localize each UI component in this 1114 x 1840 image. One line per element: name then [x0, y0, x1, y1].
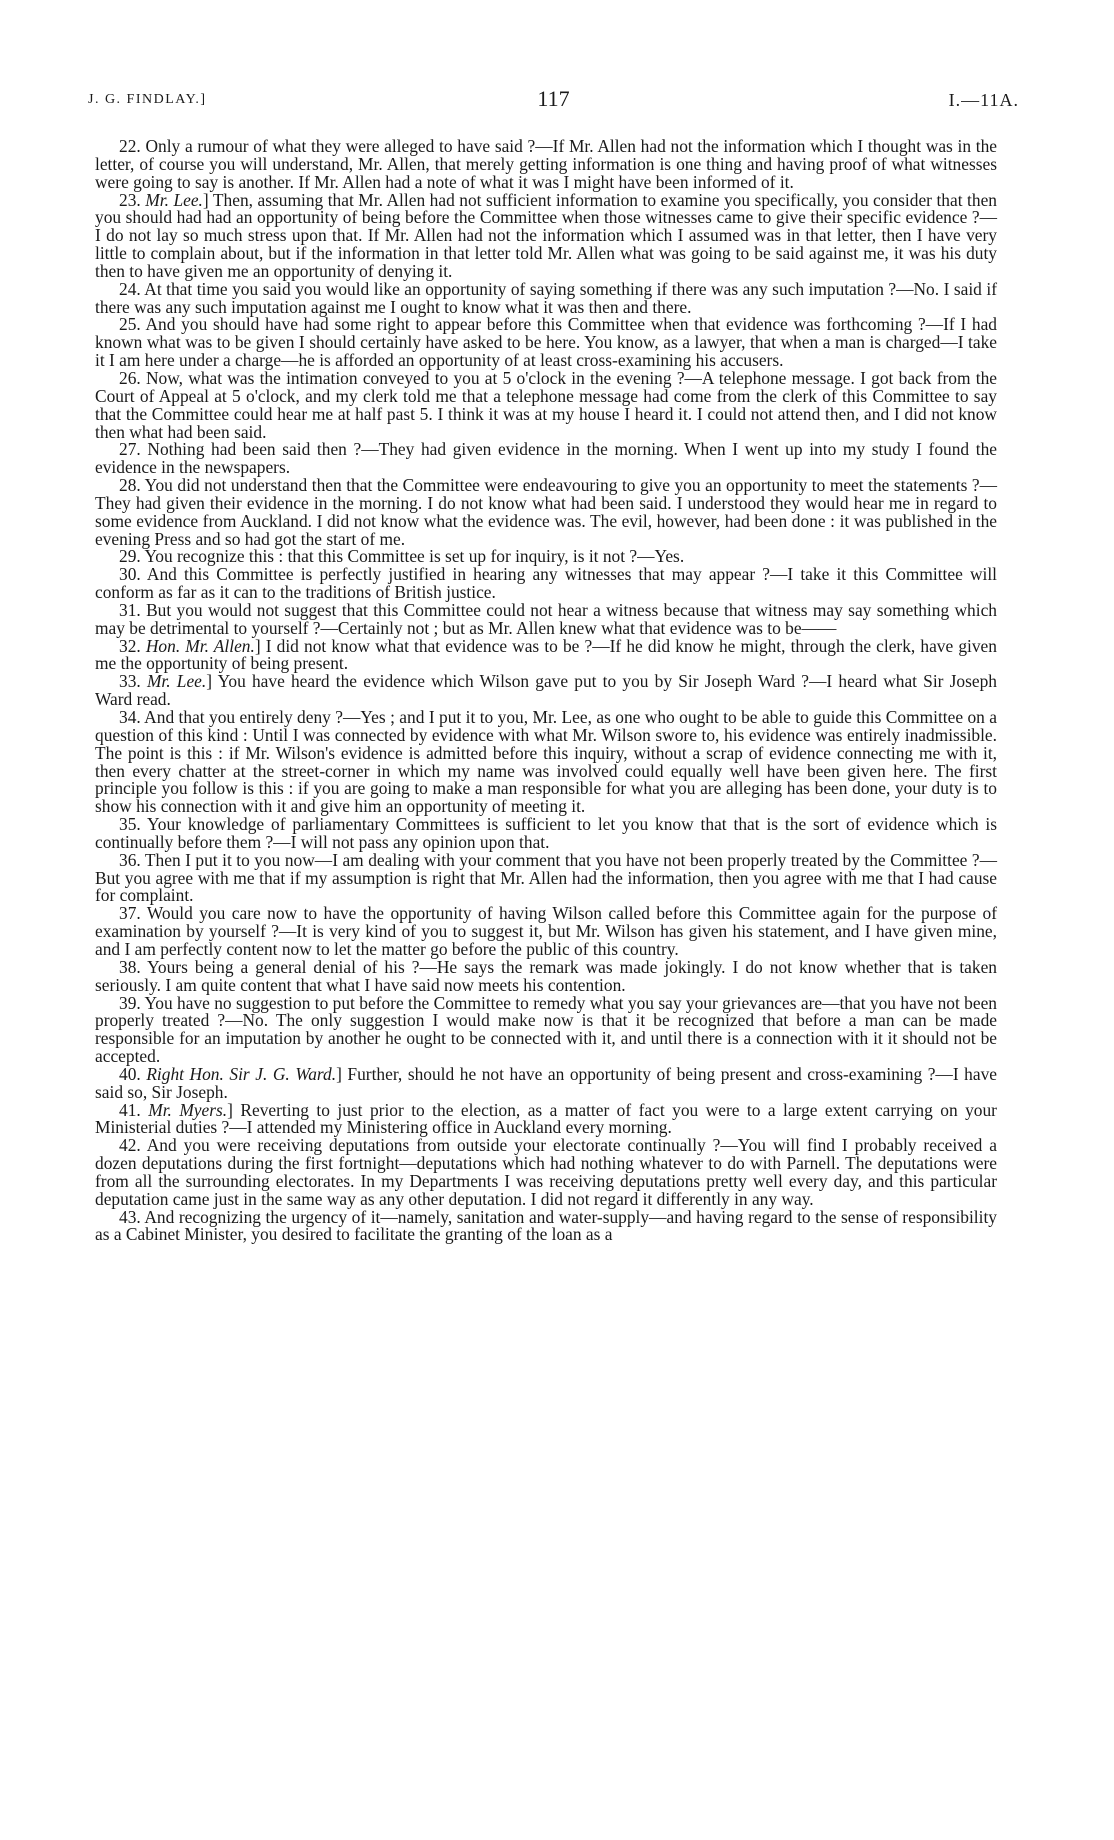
paragraph-26: 26. Now, what was the intimation conveyed to you at 5 o'clock in the evening ?—A telephone message. I got back from the Court of Appeal at 5 o'clock, and my clerk told me that a telephone message had come from the clerk of this Committee to say that the Committee could hear me at half past 5. I think it was at my house I heard it. I could not attend then, and I did not know then what had been said.: [95, 367, 997, 442]
paragraph-31: 31. But you would not suggest that this Committee could not hear a witness because that witness may say something which may be detrimental to yourself ?—Certainly not ; but as Mr. Allen knew what that evidence was to be——: [95, 599, 997, 638]
paragraph-33: 33. Mr. Lee.] You have heard the evidence which Wilson gave put to you by Sir Joseph Ward ?—I heard what Sir Joseph Ward read.: [95, 671, 997, 710]
paragraph-30: 30. And this Committee is perfectly justified in hearing any witnesses that may appear ?—I take it this Committee will conform as far as it can to the traditions of British justice.: [95, 564, 997, 603]
paragraph-28: 28. You did not understand then that the Committee were endeavouring to give you an opportunity to meet the statements ?—They had given their evidence in the morning. I do not know what had been said. I understood they would hear me in regard to some evidence from Auckland. I did not know what the evidence was. The evil, however, had been done : it was published in the evening Press and so had got the start of me.: [95, 475, 997, 549]
document-body: [95, 138, 997, 1244]
paragraph-34: 34. And that you entirely deny ?—Yes ; and I put it to you, Mr. Lee, as one who ought to be able to guide this Committee on a question of this kind : Until I was connected by evidence with what Mr. Wilson swore to, his evidence was entirely inadmissible. The point is this : if Mr. Wilson's evidence is admitted before this inquiry, without a scrap of evidence connecting me with it, then every chatter at the street-corner in which my name was involved could equally well have been given here. The first principle you follow is this : if you are going to make a man responsible for what you are alleging has been done, your duty is to show his connection with it and give him an opportunity of meeting it.: [95, 707, 997, 817]
speaker-name: Mr. Myers.: [148, 1099, 228, 1120]
paragraph-39: 39. You have no suggestion to put before the Committee to remedy what you say your grievances are—that you have not been properly treated ?—No. The only suggestion I would make now is that it be recognized that before a man can be made responsible for an imputation by another he ought to be connected with it, and until there is a connection with it it should not be accepted.: [95, 992, 997, 1067]
paragraph-37: 37. Would you care now to have the opportunity of having Wilson called before this Committee again for the purpose of examination by yourself ?—It is very kind of you to suggest it, but Mr. Wilson has given his statement, and I have given mine, and I am perfectly content now to let the matter go before the public of this country.: [95, 903, 997, 959]
paragraph-24: 24. At that time you said you would like an opportunity of saying something if there was any such imputation ?—No. I said if there was any such imputation against me I ought to know what it was then and there.: [95, 278, 997, 317]
paragraph-38: 38. Yours being a general denial of his ?—He says the remark was made jokingly. I do not know whether that is taken seriously. I am quite content that what I have said now meets his contention.: [95, 956, 997, 995]
page-number: 117: [537, 86, 570, 111]
paragraph-35: 35. Your knowledge of parliamentary Committees is sufficient to let you know that that is the sort of evidence which is continually before them ?—I will not pass any opinion upon that.: [95, 814, 997, 852]
paragraph-25: 25. And you should have had some right to appear before this Committee when that evidence was forthcoming ?—If I had known what was to be given I should certainly have asked to be here. You know, as a lawyer, that when a man is charged—I take it I am here under a charge—he is afforded an opportunity of at least cross-examining his accusers.: [95, 314, 997, 371]
paragraph-43: 43. And recognizing the urgency of it—namely, sanitation and water-supply—and having regard to the sense of responsibility as a Cabinet Minister, you desired to facilitate the granting of the loan as a: [95, 1206, 997, 1245]
witness-name: J. G. FINDLAY.]: [88, 92, 207, 107]
running-header: [88, 86, 1019, 116]
speaker-name: Mr. Lee.: [146, 671, 207, 692]
speaker-name: Right Hon. Sir J. G. Ward.: [146, 1063, 337, 1084]
paragraph-41: 41. Mr. Myers.] Reverting to just prior to the election, as a matter of fact you were to a large extent carrying on your Ministerial duties ?—I attended my Ministering office in Auckland every morning.: [95, 1099, 997, 1138]
paragraph-29: 29. You recognize this : that this Committee is set up for inquiry, is it not ?—Yes.: [119, 546, 685, 567]
paragraph-42: 42. And you were receiving deputations from outside your electorate continually ?—You will find I probably received a dozen deputations during the first fortnight—deputations which had nothing whatever to do with Parnell. The deputations were from all the surrounding electorates. In my Departments I was receiving deputations pretty well every day, and this particular deputation came just in the same way as any other deputation. I did not regard it differently in any way.: [95, 1135, 997, 1209]
paper-reference: I.—11A.: [948, 90, 1019, 110]
paragraph-36: 36. Then I put it to you now—I am dealing with your comment that you have not been properly treated by the Committee ?—But you agree with me that if my assumption is right that Mr. Allen had the information, then you agree with me that I had cause for complaint.: [95, 849, 997, 906]
paragraph-27: 27. Nothing had been said then ?—They had given evidence in the morning. When I went up into my study I found the evidence in the newspapers.: [95, 439, 997, 478]
speaker-name: Mr. Lee.: [145, 189, 203, 210]
speaker-name: Hon. Mr. Allen.: [145, 635, 255, 656]
paragraph-22: 22. Only a rumour of what they were alleged to have said ?—If Mr. Allen had not the information which I thought was in the letter, of course you will understand, Mr. Allen, that merely getting information is one thing and having proof of what witnesses were going to say is another. If Mr. Allen had a note of what it was I might have been informed of it.: [95, 136, 997, 192]
paragraph-32: 32. Hon. Mr. Allen.] I did not know what that evidence was to be ?—If he did know he might, through the clerk, have given me the opportunity of being present.: [95, 635, 997, 674]
paragraph-40: 40. Right Hon. Sir J. G. Ward.] Further, should he not have an opportunity of being present and cross-examining ?—I have said so, Sir Joseph.: [95, 1063, 997, 1102]
paragraph-23: 23. Mr. Lee.] Then, assuming that Mr. Allen had not sufficient information to examine you specifically, you consider that then you should had had an opportunity of being before the Committee when those witnesses came to give their specific evidence ?—I do not lay so much stress upon that. If Mr. Allen had not the information which I assumed was in that letter, then I have very little to complain about, but if the information in that letter told Mr. Allen what was going to be said against me, it was his duty then to have given me an opportunity of denying it.: [95, 189, 997, 281]
